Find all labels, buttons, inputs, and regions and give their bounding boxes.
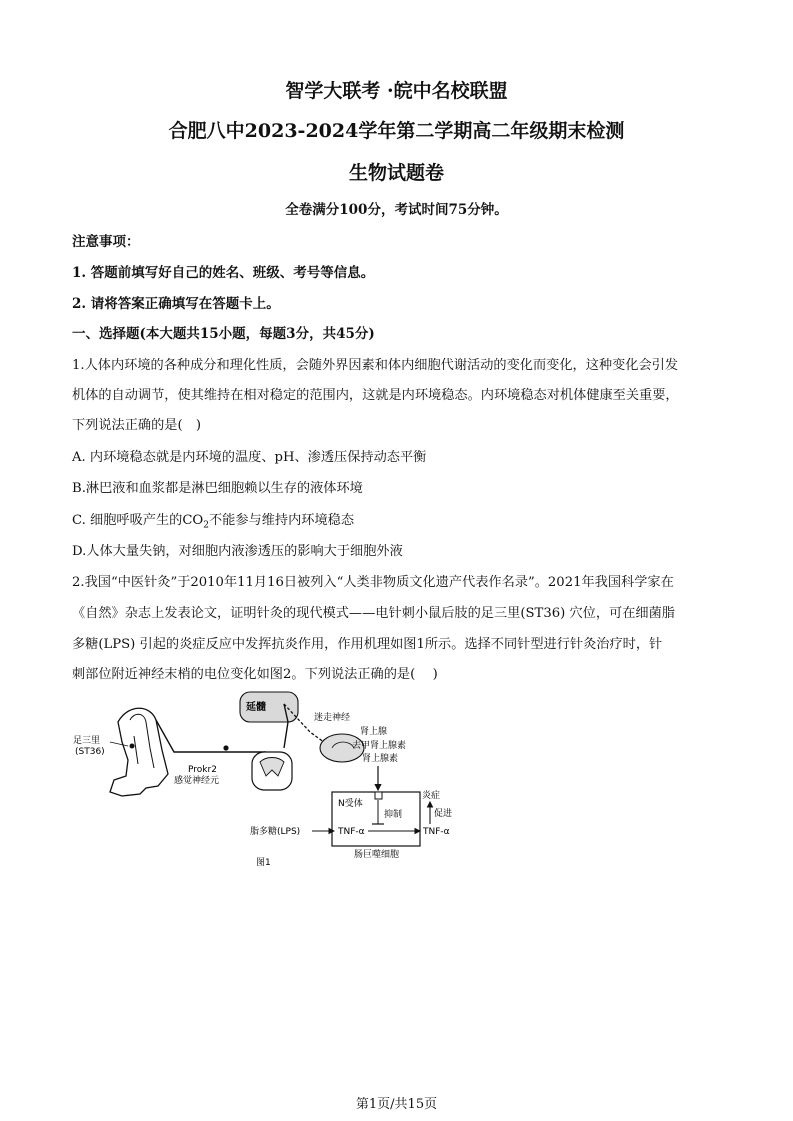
inhibit-label: 抑制: [384, 810, 403, 820]
sensory-neuron-label: 感觉神经元: [174, 776, 220, 786]
acupoint-marker: [130, 744, 135, 749]
exam-duration-note: 全卷满分100分，考试时间75分钟。: [285, 202, 508, 218]
q2-stem-line-1: 2.我国“中医针灸”于2010年11月16日被列入“人类非物质文化遗产代表作名录”。2021年我国科学家在: [72, 575, 674, 590]
vagus-nerve-label: 迷走神经: [314, 713, 351, 723]
exam-school-title: 合肥八中2023-2024学年第二学期高二年级期末检测: [168, 120, 625, 142]
q1-option-d: D.人体大量失钠，对细胞内液渗透压的影响大于细胞外液: [72, 544, 403, 559]
n-receptor-square: [375, 792, 382, 799]
notes-item-1: 1. 答题前填写好自己的姓名、班级、考号等信息。: [72, 265, 375, 281]
q1-option-a: A. 内环境稳态就是内环境的温度、pH、渗透压保持动态平衡: [72, 450, 427, 465]
adrenal-label: 肾上腺: [360, 727, 388, 737]
tnf-alpha-label-2: TNF-α: [423, 827, 450, 837]
exam-subject-title: 生物试题卷: [348, 162, 444, 184]
lps-label: 脂多糖(LPS): [250, 827, 301, 837]
n-receptor-label: N受体: [338, 799, 363, 809]
q2-stem-line-2: 《自然》杂志上发表论文，证明针灸的现代模式——电针刺小鼠后肢的足三里(ST36) 穴位，可在细菌脂: [72, 606, 675, 621]
tnf-alpha-label-1: TNF-α: [338, 827, 365, 837]
figure-1-caption: 图1: [256, 858, 271, 868]
exam-alliance-title: 智学大联考 ·皖中名校联盟: [285, 80, 508, 102]
q1-stem-line-1: 1.人体内环境的各种成分和理化性质，会随外界因素和体内细胞代谢活动的变化而变化，这种变化会引发: [72, 358, 679, 373]
q1-option-c: C. 细胞呼吸产生的$CO_2$不能参与维持内环境稳态: [72, 513, 355, 531]
promote-label: 促进: [434, 809, 453, 819]
notes-heading: 注意事项：: [72, 234, 140, 250]
q2-stem-line-3: 多糖(LPS) 引起的炎症反应中发挥抗炎作用，作用机理如图1所示。选择不同针型进行针灸治疗时，针: [72, 637, 663, 652]
q1-stem-line-2: 机体的自动调节，使其维持在相对稳定的范围内，这就是内环境稳态。内环境稳态对机体健康至关重要，: [72, 388, 679, 403]
mouse-leg-illustration: [110, 708, 168, 796]
noradrenaline-label: 去甲肾上腺素: [352, 741, 407, 751]
q2-stem-line-4: 刺部位附近神经末梢的电位变化如图2。下列说法正确的是( ): [72, 667, 438, 682]
figure-1-diagram: [70, 690, 490, 870]
medulla-label: 延髓: [246, 702, 266, 713]
adrenaline-label: 肾上腺素: [362, 754, 399, 764]
q1-option-b: B.淋巴液和血浆都是淋巴细胞赖以生存的液体环境: [72, 481, 363, 496]
page-footer: 第1页/共15页: [355, 1097, 438, 1112]
zusanli-label: 足三里: [73, 736, 101, 746]
prokr2-label: Prokr2: [188, 765, 217, 775]
sensory-neuron-body: [223, 745, 228, 750]
macrophage-label: 肠巨噬细胞: [354, 850, 400, 860]
section-heading: 一、选择题(本大题共15小题，每题3分，共45分): [72, 326, 375, 342]
q1-stem-line-3: 下列说法正确的是( ): [72, 418, 201, 433]
notes-item-2: 2. 请将答案正确填写在答题卡上。: [72, 296, 280, 312]
inflammation-label: 炎症: [422, 791, 441, 801]
st36-label: (ST36): [75, 747, 105, 757]
